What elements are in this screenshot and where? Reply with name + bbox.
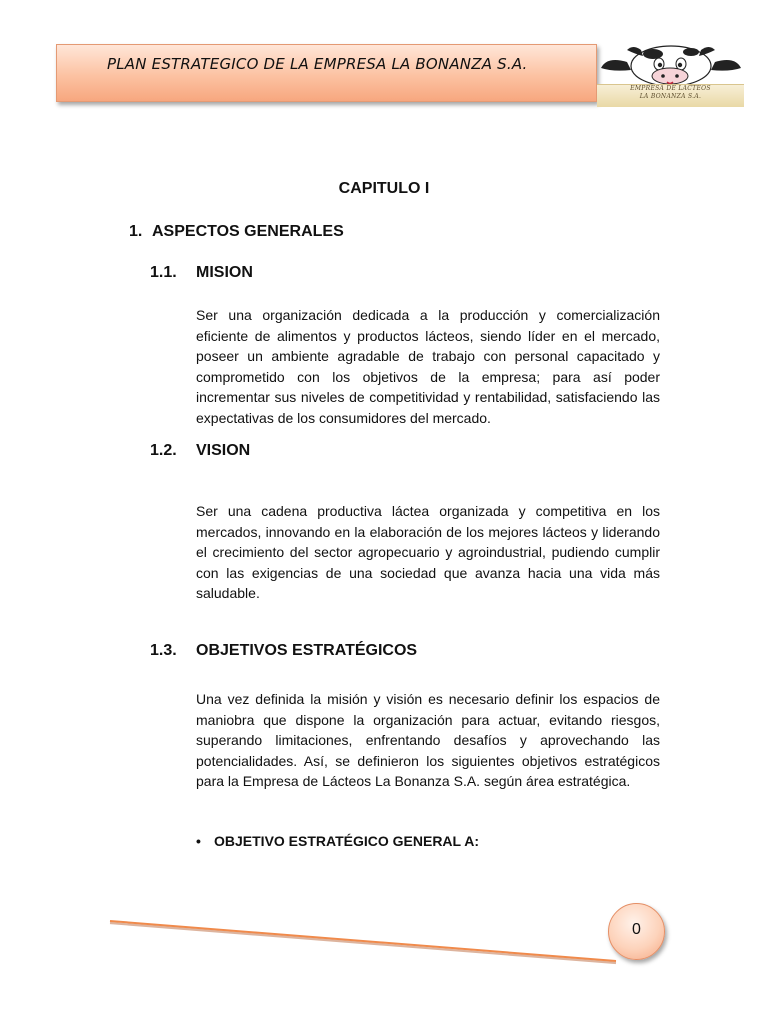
page-number-badge (608, 903, 665, 960)
header-title: PLAN ESTRATEGICO DE LA EMPRESA LA BONANZA S.A. (107, 55, 528, 73)
objetivos-number: 1.3. (150, 642, 177, 659)
vision-text: Ser una cadena productiva láctea organizada y competitiva en los mercados, innovando en la elaboración de los mejores lácteos y liderando el crecimiento del sector agropecuario y agroindustrial, pudiendo cumplir con las exigencias de una sociedad que avanza hacia una vida más saludable. (196, 503, 660, 602)
objetivos-text: Una vez definida la misión y visión es necesario definir los espacios de maniobra que dispone la organización para actuar, evitando riesgos, superando limitaciones, enfrentando desafíos y aprovechando las potencialidades. Así, se definieron los siguientes objetivos estratégicos para la Empresa de Lácteos La Bonanza S.A. según área estratégica. (196, 691, 660, 790)
objetivos-title: OBJETIVOS ESTRATÉGICOS (196, 642, 418, 659)
chapter-title: CAPITULO I (338, 180, 430, 197)
mision-text: Ser una organización dedicada a la producción y comercialización eficiente de alimentos y productos lácteos, siendo líder en el mercado, poseer un ambiente agradable de trabajo con personal capacitado y comprometido con los objetivos de la empresa; para así poder incrementar sus niveles de competitividad y rentabilidad, satisfaciendo las expectativas de los consumidores del mercado. (196, 307, 660, 426)
vision-number: 1.2. (150, 442, 177, 459)
section-number: 1. (129, 223, 143, 240)
bullet-text: OBJETIVO ESTRATÉGICO GENERAL A: (214, 833, 479, 849)
logo-caption-line1: EMPRESA DE LACTEOS (630, 85, 711, 92)
mision-title: MISION (196, 264, 253, 281)
section-title: ASPECTOS GENERALES (152, 223, 344, 240)
mision-number: 1.1. (150, 264, 177, 281)
logo-caption-line2: LA BONANZA S.A. (639, 93, 702, 100)
page-number: 0 (632, 921, 641, 938)
bullet-symbol: • (196, 833, 201, 849)
vision-title: VISION (196, 442, 251, 459)
